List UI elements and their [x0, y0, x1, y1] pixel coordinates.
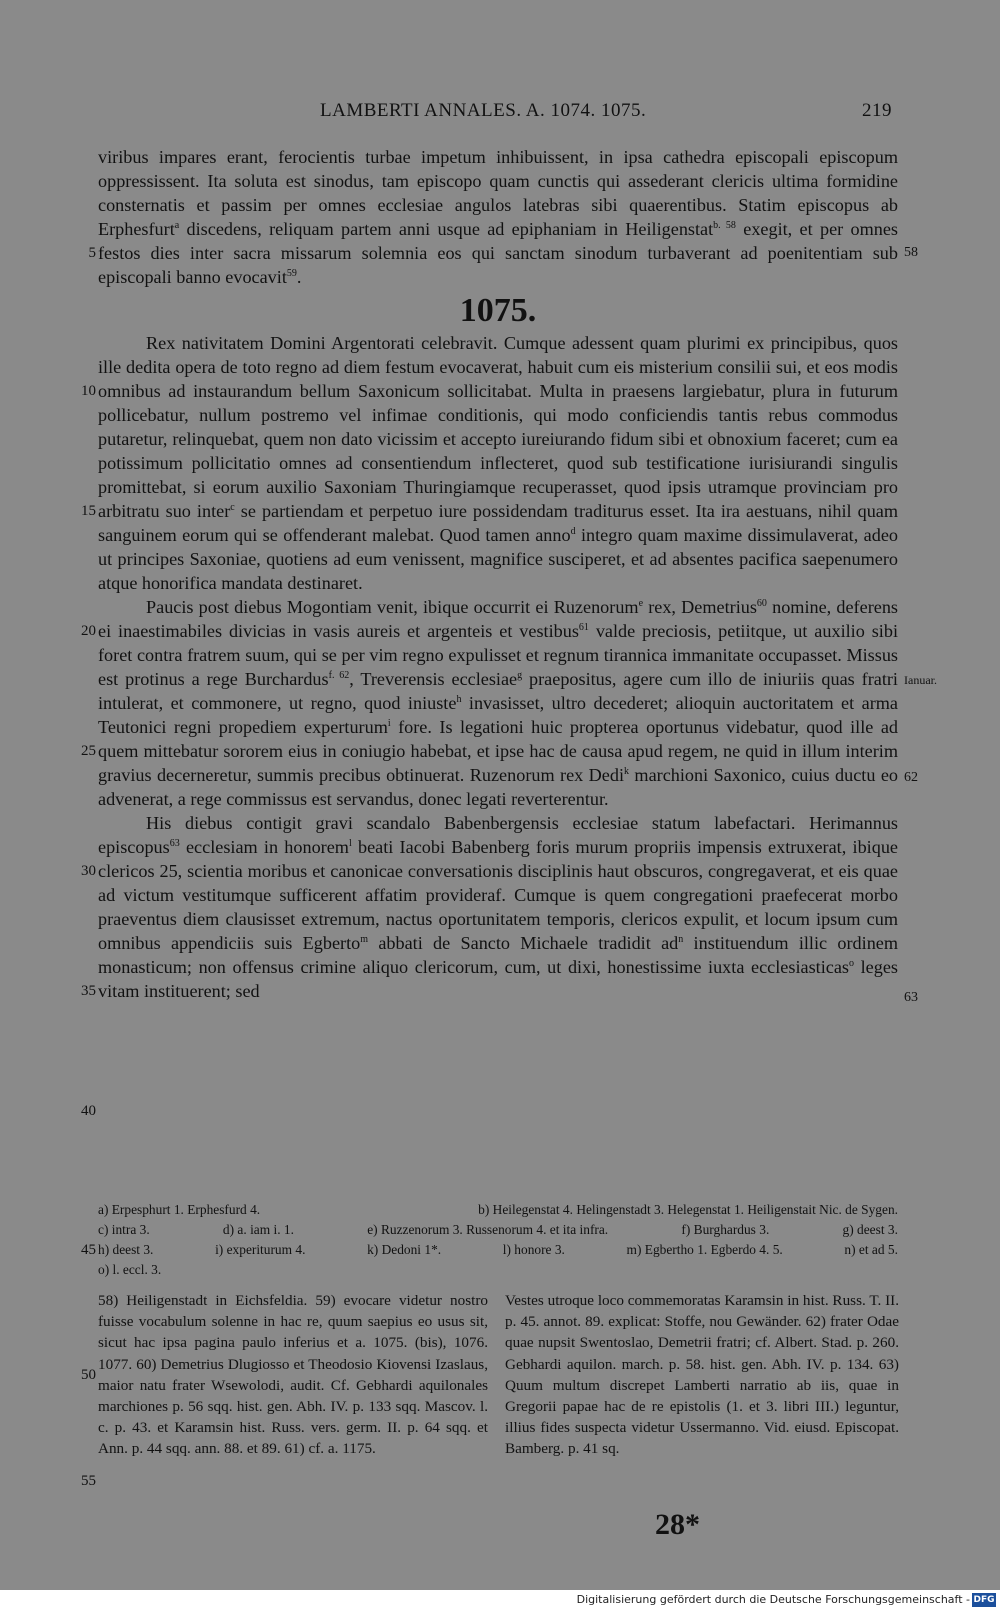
year-heading: 1075. — [459, 292, 537, 329]
note-ref-60: 60 — [756, 598, 767, 609]
apparatus-ref-h: h — [456, 694, 462, 705]
apparatus-row: a) Erpesphurt 1. Erphesfurd 4. b) Heilegenstat 4. Helingenstadt 3. Helegenstat 1. Heiligenstait Nic. de Sygen. — [98, 1202, 898, 1217]
paragraph-2: Rex nativitatem Domini Argentorati celebravit. Cumque adessent quam plurimi ex principibus, quos ille dedita opera de toto regno ad diem festum evocaverat, habuit cum eis misterium consilii sui, et eos modis omnibus ad instaurandum bellum Saxonicum sollicitabat. Multa in praesens largiebatur, plura in futurum pollicebatur, nullum postremo vel infimae conditionis, qui modo conficiendis tantis rebus commodus putaretur, relinquebat, quem non dato vicissim et accepto iureiurando fidum sibi et obnoxium faceret; cum ea potissimum pollicitatio omnes ad consentiendum inflecteret, quod sub testificatione iurisiurandi singulis promittebat, si eorum auxilio Saxoniam Thuringiamque recuperasset, quod ipsis utramque provinciam pro arbitratu suo inter$^c$ se partiendam et perpetuo iure possidendam traditurus esset. Ita ira aestuans, nihil quam sanguinem eorum qui se offenderant malebat. Quod tamen anno$^d$ integro quam maxime dissimulaverat, adeo ut principes Saxoniae, quotiens ad eum venissent, magnifice susciperet, et ad absentes pacifica saepenumero atque honorifica mandata destinaret. — [98, 333, 899, 593]
apparatus-ref-l: l — [348, 838, 352, 849]
apparatus-ref-i: i — [387, 718, 391, 729]
apparatus-ref-m: m — [360, 934, 369, 945]
line-number: 35 — [81, 983, 96, 999]
note-ref-58: b. 58 — [713, 220, 736, 231]
line-number: 45 — [81, 1242, 96, 1258]
apparatus-ref-k: k — [624, 766, 630, 777]
apparatus-ref-d: d — [570, 526, 576, 537]
line-number: 10 — [81, 383, 96, 399]
apparatus-ref-c: c — [230, 502, 235, 513]
apparatus-ref-a: a — [174, 220, 180, 231]
footnotes-left-column: 58) Heiligenstadt in Eichsfeldia. 59) evocare videtur nostro fuisse vocabulum solenne in hac re, quum saepius eo usus sit, sicut hac ipsa pagina paulo inferius et a. 1075. (bis), 1076. 1077. 60) Demetrius Dlugiosso et Theodosio Kiovensi Izaslaus, maior natu frater Wsewolodi, audit. Cf. Gebhardi aquilonales marchiones p. 56 sqq. hist. gen. Abh. IV. p. 133 sqq. Mascov. l. c. p. 43. et Karamsin hist. Russ. vers. germ. II. p. 64 sqq. et Ann. p. 44 sqq. ann. 88. et 89. 61) cf. a. 1175. — [98, 1292, 488, 1458]
line-number: 50 — [81, 1367, 96, 1383]
line-number: 25 — [81, 743, 96, 759]
apparatus-ref-g: g — [517, 670, 523, 681]
funding-credit: Digitalisierung gefördert durch die Deutsche Forschungsgemeinschaft - — [576, 1593, 970, 1606]
apparatus-row: c) intra 3. d) a. iam i. 1. e) Ruzzenorum 3. Russenorum 4. et ita infra. f) Burghardus 3. g) deest 3. — [98, 1222, 898, 1237]
running-title: LAMBERTI ANNALES. A. 1074. 1075. — [320, 100, 647, 121]
dfg-logo-icon: DFG — [973, 1595, 995, 1605]
apparatus-row: o) l. eccl. 3. — [98, 1262, 162, 1277]
apparatus-row: h) deest 3. i) experiturum 4. k) Dedoni 1*. l) honore 3. m) Egbertho 1. Egberdo 4. 5. n) et ad 5. — [98, 1242, 898, 1257]
page-number: 219 — [862, 100, 892, 121]
digitization-footer — [0, 1590, 1000, 1612]
note-ref-59: 59 — [286, 268, 297, 279]
apparatus-ref-e: e — [638, 598, 644, 609]
note-ref-62: f. 62 — [328, 670, 350, 681]
margin-note-63: 63 — [904, 990, 918, 1005]
apparatus-ref-o: o — [848, 958, 854, 969]
paragraph-4: His diebus contigit gravi scandalo Babenbergensis ecclesiae statum labefactari. Herimannus episcopus$^{63}$ ecclesiam in honorem$^l$ beati Iacobi Babenberg foris murum propriis impensis extruxerat, ibique clericos 25, scientia moribus et canonicae conversationis disciplinis haut obscuros, congregaverat, et eis quae ad victum vestitumque sufficerent affatim provideraf. Cumque is quem congregationi praefecerat morbo praeventus diem clausisset extremum, nactus oportunitatem temporis, clericos expulit, et locum ipsum cum omnibus appendiciis suis Egberto$^m$ abbati de Sancto Michaele tradidit $ad^n$ instituendum illic ordinem monasticum; non offensus crimine aliquo clericorum, cum, ut dixi, honestissime iuxta ecclesiasticas$^o$ leges vitam instituerent; sed — [98, 813, 899, 1001]
margin-note-58: 58 — [904, 245, 918, 260]
margin-note-ianuar: Ianuar. — [904, 673, 937, 687]
line-number: 5 — [88, 245, 96, 261]
signature-mark: 28* — [655, 1508, 700, 1541]
running-header — [0, 100, 1000, 130]
critical-apparatus — [98, 1200, 898, 1280]
main-text — [98, 145, 898, 1003]
margin-note-62: 62 — [904, 770, 918, 785]
line-number: 55 — [81, 1473, 96, 1489]
apparatus-ref-n: n — [678, 934, 684, 945]
line-number: 40 — [81, 1103, 96, 1119]
footnotes-right-column: Vestes utroque loco commemoratas Karamsin in hist. Russ. T. II. p. 45. annot. 89. explicat: Stoffe, nou Gewänder. 62) frater Odae quae nupsit Swentoslao, Demetrii fratri; cf. Albert. Stad. p. 260. Gebhardi aquilon. march. p. 58. hist. gen. Abh. IV. p. 134. 63) Quum multum discrepet Lamberti narratio ab iis, quae in Gregorii papae hac de re epistolis (1. et 3. libri III.) leguntur, illius fides suspecta videtur Ussermanno. Vid. eiusd. Episcopat. Bamberg. p. 41 sq. — [505, 1292, 899, 1458]
line-number: 30 — [81, 863, 96, 879]
note-ref-61: 61 — [578, 622, 589, 633]
paragraph-1: viribus impares erant, ferocientis turbae impetum inhibuissent, in ipsa cathedra episcopali episcopum oppressissent. Ita soluta est sinodus, tam episcopo quam cunctis qui assederant clericis ultima formidine consternatis et passim per omnes ecclesiae angulos latebras sibi quaerentibus. Statim episcopus ab Erphesfurt$^a$ discedens, reliquam partem anni usque ad epiphaniam in Heiligenstat$^{b. 58}$ exegit, et per omnes festos dies inter sacra missarum solemnia eos qui sanctam sinodum turbaverant ad poenitentiam sub episcopali banno evocavit$^{59}$. — [98, 147, 898, 287]
paragraph-3: Paucis post diebus Mogontiam venit, ibique occurrit ei Ruzenorum$^e$ rex, Demetrius$^{60}$ nomine, deferens ei inaestimabiles divicias in vasis aureis et argenteis et vestibus$^{61}$ valde preciosis, petiitque, ut auxilio sibi foret contra fratrem suum, qui se per vim regno expulisset et regnum tirannica immanitate occupasset. Missus est protinus a rege Burchardus$^{f. 62}$, Treverensis ecclesiae$^g$ praepositus, agere cum illo de iniuriis quas fratri intulerat, et commonere, ut regno, quod iniuste$^h$ invasisset, ultro decederet; alioquin auctoritatem et arma Teutonici regni propediem experturum$^i$ fore. Is legationi huic propterea oportunus videbatur, quod ille ad quem mittebatur sororem eius in coniugio habebat, et ipse hac de causa apud regem, ne quid in illum interim gravius decerneretur, summis precibus obtinuerat. Ruzenorum rex Dedi$^k$ marchioni Saxonico, cuius ductu eo advenerat, a rege commissus est servandus, donec legati reverterentur. — [98, 597, 898, 809]
line-number: 15 — [81, 503, 96, 519]
note-ref-63: 63 — [169, 838, 180, 849]
line-number: 20 — [81, 623, 96, 639]
